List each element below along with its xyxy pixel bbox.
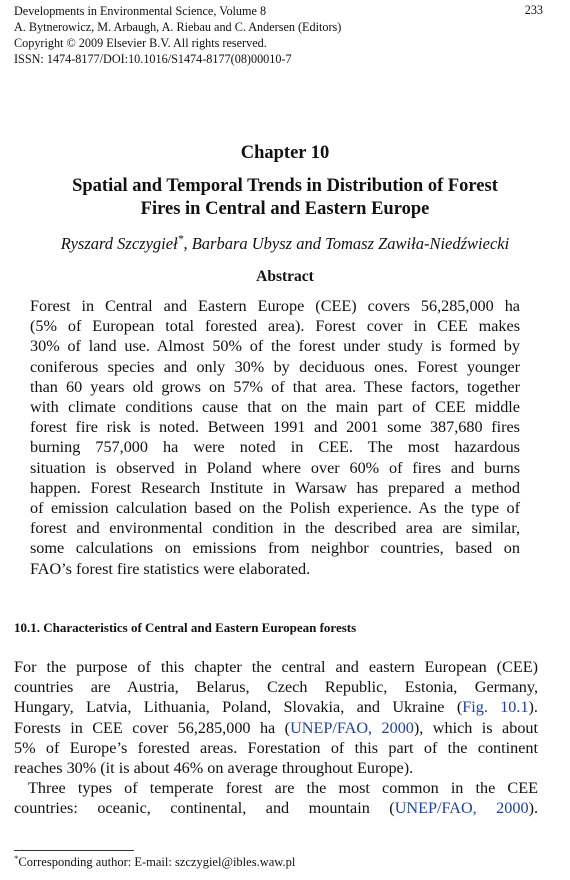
footnote-rule xyxy=(14,850,134,851)
abstract-line: coniferous species and only 30% by deciduous ones. Forest younger xyxy=(30,357,520,376)
abstract-line: FAO’s forest fire statistics were elaborated. xyxy=(30,559,311,578)
body-text-run: Forests in CEE cover 56,285,000 ha ( xyxy=(14,718,291,737)
body-text-run: Hungary, Latvia, Lithuania, Poland, Slovakia, and Ukraine ( xyxy=(14,698,463,717)
abstract-line: happen. Forest Research Institute in Warsaw has prepared a method xyxy=(30,478,520,497)
title-line: Spatial and Temporal Trends in Distribution of Forest xyxy=(72,176,498,196)
body-text-run: ), which is about xyxy=(413,718,538,737)
abstract-line: forest and environmental condition in the described area are similar, xyxy=(30,519,520,538)
section-heading: 10.1. Characteristics of Central and Eastern European forests xyxy=(14,620,357,635)
abstract-line: than 60 years old grows on 57% of that area. These factors, together xyxy=(30,377,520,396)
body-line xyxy=(14,798,538,818)
author-list xyxy=(0,234,570,254)
page-number: 233 xyxy=(524,3,543,17)
author-first: Ryszard Szczygieł xyxy=(60,234,178,253)
citation-link[interactable]: UNEP/FAO, 2000 xyxy=(394,799,529,818)
citation-link[interactable]: UNEP/FAO, 2000 xyxy=(290,718,414,737)
abstract-line: forest fire risk is noted. Between 1991 and 2001 some 387,680 fires xyxy=(30,418,520,437)
body-line: Three types of temperate forest are the most common in the CEE xyxy=(28,779,538,798)
body-text xyxy=(14,657,538,819)
chapter-title xyxy=(30,175,540,221)
abstract-line: burning 757,000 ha were noted in CEE. The most hazardous xyxy=(30,438,520,457)
footnote-text: Corresponding author: E-mail: szczygiel@ibles.waw.pl xyxy=(18,855,296,869)
header-copyright: Copyright © 2009 Elsevier B.V. All rights reserved. xyxy=(14,36,267,50)
abstract-heading: Abstract xyxy=(256,268,314,285)
abstract-line: (5% of European total forested area). Forest cover in CEE makes xyxy=(30,317,520,336)
body-text-run: ). xyxy=(528,698,538,717)
footnote xyxy=(14,852,296,870)
abstract-line: 30% of land use. Almost 50% of the forest under study is formed by xyxy=(30,337,520,356)
header-editors: A. Bytnerowicz, M. Arbaugh, A. Riebau and C. Andersen (Editors) xyxy=(14,20,342,34)
body-line xyxy=(14,697,538,717)
body-line: For the purpose of this chapter the central and eastern European (CEE) xyxy=(14,658,538,676)
abstract-line: of emission calculation based on the Polish experience. As the type of xyxy=(30,499,520,518)
author-rest: , Barbara Ubysz and Tomasz Zawiła-Niedźwiecki xyxy=(183,234,510,253)
header-issn: ISSN: 1474-8177/DOI:10.1016/S1474-8177(08)00010-7 xyxy=(14,52,292,66)
body-line: countries are Austria, Belarus, Czech Republic, Estonia, Germany, xyxy=(14,678,538,697)
title-line: Fires in Central and Eastern Europe xyxy=(140,199,430,219)
abstract-line: with climate conditions cause that on the main part of CEE middle xyxy=(30,398,520,417)
abstract-line: Forest in Central and Eastern Europe (CEE) covers 56,285,000 ha xyxy=(30,297,520,315)
body-text-run: ). xyxy=(528,799,538,818)
header-journal: Developments in Environmental Science, Volume 8 xyxy=(14,4,267,18)
body-line: reaches 30% (it is about 46% on average throughout Europe). xyxy=(14,759,414,778)
body-text-run: countries: oceanic, continental, and mountain ( xyxy=(14,799,395,818)
footnote-mark: * xyxy=(14,852,19,863)
figure-link[interactable]: Fig. 10.1 xyxy=(462,698,529,717)
running-header xyxy=(14,3,544,67)
abstract-line: situation is observed in Poland where over 60% of fires and burns xyxy=(30,458,520,477)
corresponding-mark: * xyxy=(177,233,184,246)
chapter-label: Chapter 10 xyxy=(240,143,330,163)
body-line: 5% of Europe’s forested areas. Forestation of this part of the continent xyxy=(14,738,538,757)
abstract-text xyxy=(30,296,520,579)
body-line xyxy=(14,718,538,738)
abstract-line: some calculations on emissions from neighbor countries, based on xyxy=(30,539,520,558)
